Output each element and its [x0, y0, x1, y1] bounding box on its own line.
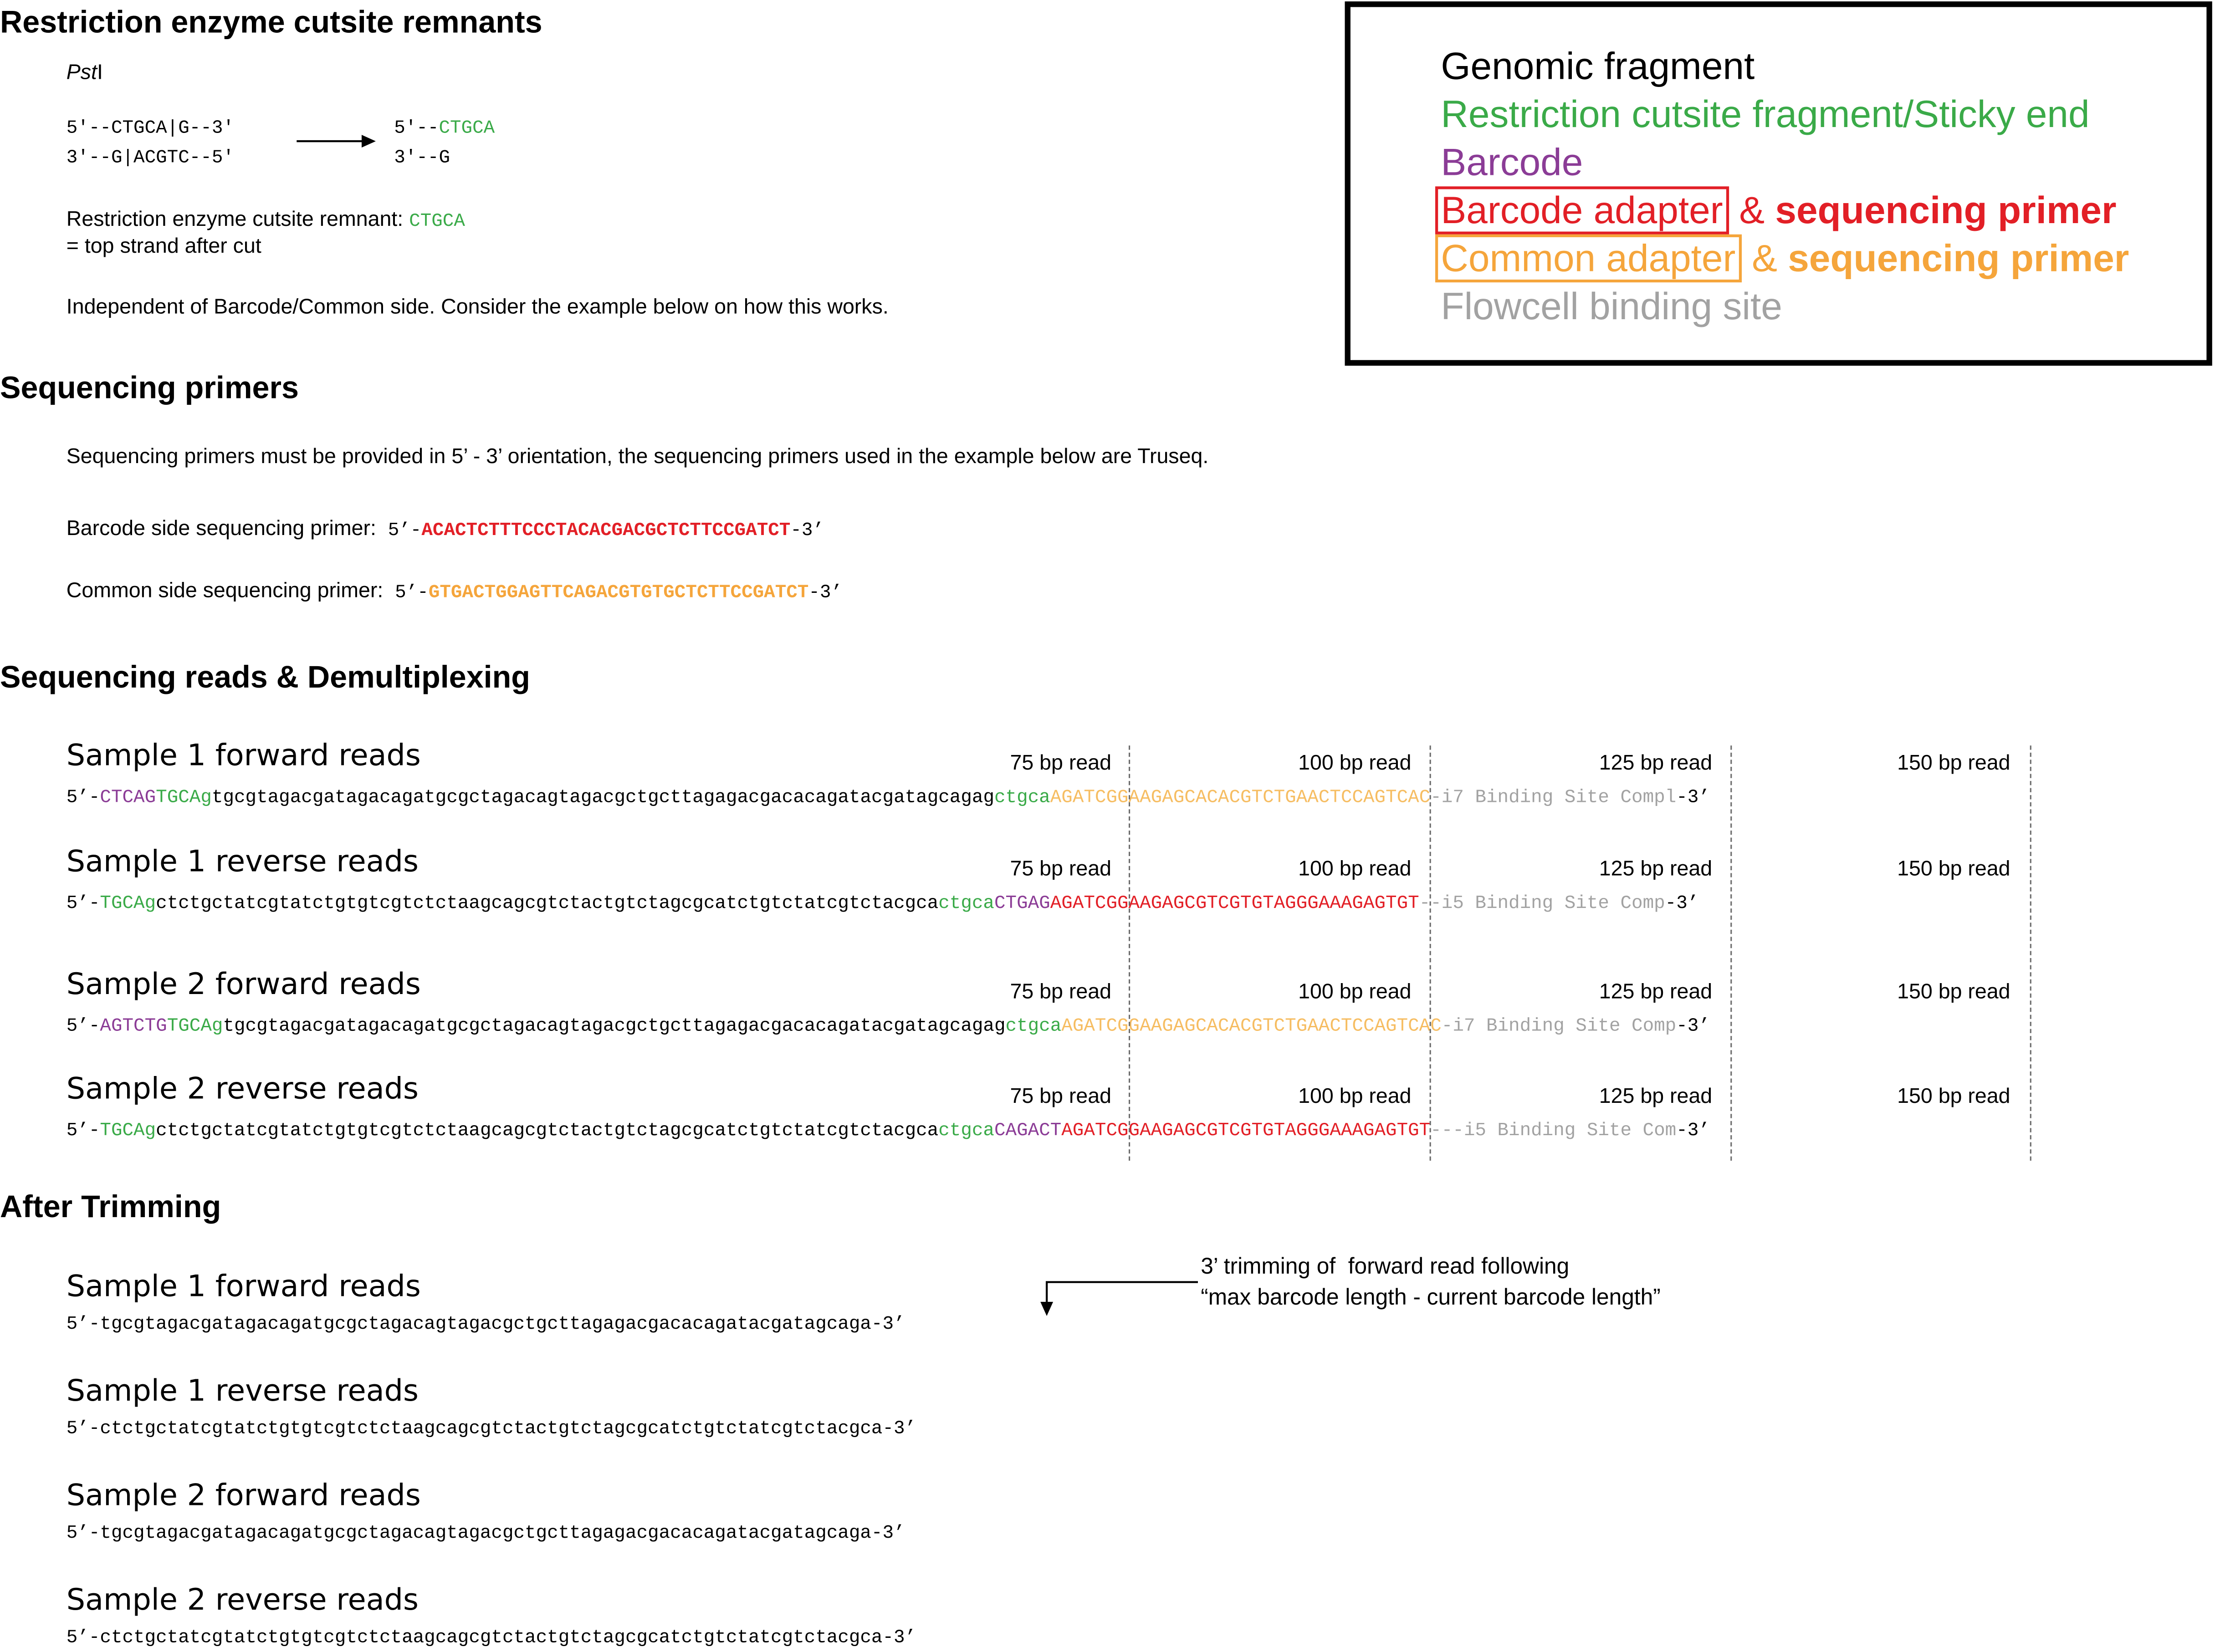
legend-flowcell: Flowcell binding site: [1441, 285, 1782, 328]
legend-common-adapter-row: [1441, 236, 2129, 281]
read-length-label: 125 bp read: [1599, 1084, 1713, 1109]
sequence-segment: CTGAG: [994, 892, 1050, 914]
sequence-segment: AGATCGGAAGAGCGTCGTGTAGGGAAAGAGTGT: [1050, 892, 1419, 914]
uncut-top-strand: 5'--CTGCA|G--3': [66, 117, 234, 138]
sequence-segment: -3’: [1676, 1015, 1710, 1037]
read-length-label: 150 bp read: [1897, 751, 2010, 775]
cut-top-prefix: 5'--: [394, 117, 439, 138]
cut-arrow: [294, 130, 379, 153]
sequence-segment: TGCAg: [167, 1015, 223, 1037]
sequence-segment: AGATCGGAAGAGCACACGTCTGAACTCCAGTCAC: [1061, 1015, 1442, 1037]
read-sequence: [67, 892, 1699, 915]
sequence-segment: TGCAg: [100, 1120, 156, 1141]
read-length-label: 150 bp read: [1897, 980, 2010, 1004]
legend-barcode-adapter: Barcode adapter: [1435, 186, 1729, 234]
read-length-label: 125 bp read: [1599, 751, 1713, 775]
barcode-primer-prefix: 5’-: [388, 520, 422, 541]
sequence-segment: AGTCTG: [100, 1015, 167, 1037]
read-length-label: 125 bp read: [1599, 980, 1713, 1004]
enzyme-name-suffix: I: [97, 61, 103, 85]
read-sequence: [67, 1120, 1710, 1142]
barcode-primer-label: Barcode side sequencing primer:: [66, 516, 388, 541]
restriction-heading: Restriction enzyme cutsite remnants: [0, 4, 542, 40]
sample-read-name: Sample 1 forward reads: [66, 738, 421, 773]
read-length-label: 75 bp read: [1010, 857, 1111, 881]
legend-amp: &: [1728, 189, 1775, 232]
barcode-primer-suffix: -3’: [790, 520, 824, 541]
sequence-segment: --i5 Binding Site Comp: [1419, 892, 1665, 914]
remnant-seq: CTGCA: [409, 210, 465, 232]
sequence-segment: tgcgtagacgatagacagatgcgctagacagtagacgctgcttagagacgacacagatacgatagcagag: [211, 786, 994, 808]
read-length-marker-125: [1730, 745, 1732, 1161]
common-primer-suffix: -3’: [808, 581, 843, 603]
trimmed-read-name: Sample 2 reverse reads: [66, 1583, 419, 1617]
read-length-label: 75 bp read: [1010, 751, 1111, 775]
remnant-note: = top strand after cut: [66, 234, 261, 259]
read-sequence: [67, 786, 1710, 809]
sequence-segment: CTCAG: [100, 786, 156, 808]
sequence-segment: TGCAg: [156, 786, 212, 808]
sequence-segment: AGATCGGAAGAGCGTCGTGTAGGGAAAGAGTGT: [1061, 1120, 1431, 1141]
read-length-label: 100 bp read: [1298, 1084, 1412, 1109]
sequence-segment: CAGACT: [994, 1120, 1062, 1141]
sequence-segment: TGCAg: [100, 892, 156, 914]
sequence-segment: -3’: [1676, 786, 1710, 808]
read-length-label: 75 bp read: [1010, 980, 1111, 1004]
read-length-label: 150 bp read: [1897, 1084, 2010, 1109]
sample-read-name: Sample 2 reverse reads: [66, 1071, 419, 1106]
legend-amp: &: [1741, 237, 1788, 280]
trimmed-read-sequence: 5’-tgcgtagacgatagacagatgcgctagacagtagacgctgcttagagacgacacagatacgatagcaga-3’: [66, 1522, 905, 1544]
sequence-segment: 5’-: [66, 1120, 100, 1141]
common-primer-label: Common side sequencing primer:: [66, 579, 395, 603]
trimming-heading: After Trimming: [0, 1188, 221, 1224]
sequence-segment: 5’-: [66, 786, 100, 808]
read-length-marker-100: [1430, 745, 1431, 1161]
barcode-primer-seq: ACACTCTTTCCCTACACGACGCTCTTCCGATCT: [421, 520, 791, 541]
read-length-marker-150: [2030, 745, 2031, 1161]
legend-common-primer: sequencing primer: [1788, 237, 2129, 280]
legend-barcode-primer: sequencing primer: [1775, 189, 2117, 232]
sequence-segment: ctctgctatcgtatctgtgtcgtctctaagcagcgtctactgtctagcgcatctgtctatcgtctacgca: [156, 1120, 939, 1141]
read-length-label: 100 bp read: [1298, 857, 1412, 881]
trimmed-read-sequence: 5’-tgcgtagacgatagacagatgcgctagacagtagacgctgcttagagacgacacagatacgatagcaga-3’: [66, 1313, 905, 1335]
trimmed-read-name: Sample 2 forward reads: [66, 1478, 421, 1513]
sample-read-name: Sample 1 reverse reads: [66, 844, 419, 878]
common-primer-seq: GTGACTGGAGTTCAGACGTGTGCTCTTCCGATCT: [428, 581, 809, 603]
sequence-segment: ---i5 Binding Site Com: [1430, 1120, 1677, 1141]
sequence-segment: 5’-: [66, 892, 100, 914]
uncut-bottom-strand: 3'--G|ACGTC--5': [66, 147, 234, 168]
demux-heading: Sequencing reads & Demultiplexing: [0, 659, 530, 695]
remnant-line: [67, 208, 465, 233]
read-length-label: 75 bp read: [1010, 1084, 1111, 1109]
sequence-segment: -3’: [1676, 1120, 1710, 1141]
legend-barcode-adapter-row: [1441, 188, 2116, 233]
independent-note: Independent of Barcode/Common side. Consider the example below on how this works.: [66, 295, 889, 319]
enzyme-name: [67, 61, 103, 86]
remnant-label: Restriction enzyme cutsite remnant:: [66, 207, 409, 232]
sequence-segment: ctgca: [994, 786, 1050, 808]
primers-heading: Sequencing primers: [0, 370, 299, 405]
read-length-label: 125 bp read: [1599, 857, 1713, 881]
trim-annotation-line1: 3’ trimming of forward read following: [1201, 1255, 1570, 1280]
read-length-label: 150 bp read: [1897, 857, 2010, 881]
legend-barcode: Barcode: [1441, 141, 1583, 184]
trim-arrow: [1034, 1271, 1203, 1322]
cut-bottom-strand: 3'--G: [394, 147, 450, 168]
trimmed-read-name: Sample 1 forward reads: [66, 1269, 421, 1304]
cut-top-seq: CTGCA: [439, 117, 495, 138]
trimmed-read-sequence: 5’-ctctgctatcgtatctgtgtcgtctctaagcagcgtctactgtctagcgcatctgtctatcgtctacgca-3’: [66, 1417, 916, 1439]
barcode-primer-line: [67, 517, 824, 542]
legend-genomic: Genomic fragment: [1441, 45, 1755, 88]
sequence-segment: -3’: [1665, 892, 1699, 914]
sequence-segment: ctctgctatcgtatctgtgtcgtctctaagcagcgtctactgtctagcgcatctgtctatcgtctacgca: [156, 892, 939, 914]
read-sequence: [67, 1015, 1710, 1038]
legend-sticky-end: Restriction cutsite fragment/Sticky end: [1441, 93, 2090, 136]
sequence-segment: ctgca: [938, 1120, 994, 1141]
trimmed-read-sequence: 5’-ctctgctatcgtatctgtgtcgtctctaagcagcgtctactgtctagcgcatctgtctatcgtctacgca-3’: [66, 1627, 916, 1648]
read-length-label: 100 bp read: [1298, 980, 1412, 1004]
sequence-segment: tgcgtagacgatagacagatgcgctagacagtagacgctgcttagagacgacacagatacgatagcagag: [223, 1015, 1006, 1037]
enzyme-name-italic: Pst: [66, 61, 97, 85]
trimmed-read-name: Sample 1 reverse reads: [66, 1374, 419, 1408]
sequence-segment: 5’-: [66, 1015, 100, 1037]
sequence-segment: -i7 Binding Site Compl: [1430, 786, 1677, 808]
sequence-segment: -i7 Binding Site Comp: [1441, 1015, 1677, 1037]
sample-read-name: Sample 2 forward reads: [66, 967, 421, 1001]
read-length-label: 100 bp read: [1298, 751, 1412, 775]
sequence-segment: AGATCGGAAGAGCACACGTCTGAACTCCAGTCAC: [1050, 786, 1431, 808]
sequence-segment: ctgca: [1005, 1015, 1062, 1037]
read-length-marker-75: [1129, 745, 1130, 1161]
common-primer-line: [67, 579, 842, 604]
cut-top-strand: [394, 117, 495, 140]
primers-intro: Sequencing primers must be provided in 5’ - 3’ orientation, the sequencing primers used in the example below are Truseq.: [66, 444, 1209, 469]
common-primer-prefix: 5’-: [395, 581, 429, 603]
trim-annotation-line2: “max barcode length - current barcode length”: [1201, 1286, 1661, 1310]
sequence-segment: ctgca: [938, 892, 994, 914]
legend-common-adapter: Common adapter: [1435, 235, 1741, 282]
